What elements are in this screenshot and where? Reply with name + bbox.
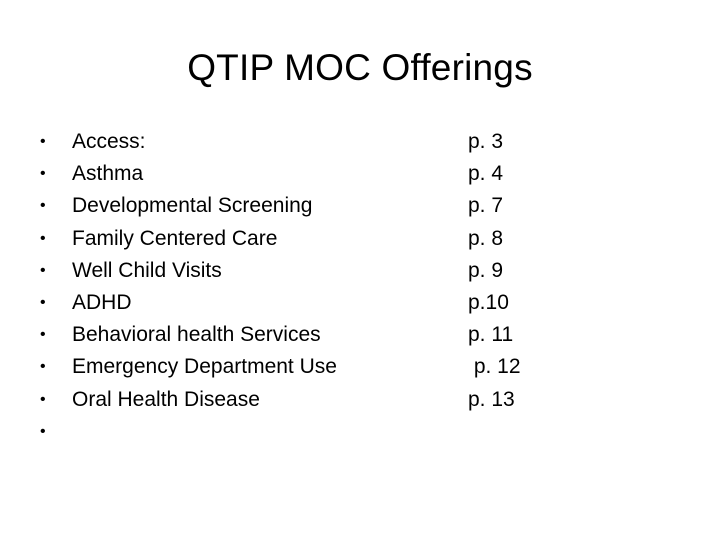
page-number: p.10 [468, 290, 509, 314]
bullet-icon: • [40, 358, 46, 376]
bullet-icon: • [40, 165, 46, 183]
item-label: Behavioral health Services [72, 323, 321, 347]
slide-title: QTIP MOC Offerings [187, 47, 533, 88]
page-number: p. 7 [468, 194, 504, 218]
item-label: Developmental Screening [72, 194, 313, 218]
list-item [40, 384, 420, 416]
offerings-list [40, 126, 420, 448]
list-item [40, 158, 420, 190]
list-item [40, 126, 420, 158]
item-label: Asthma [72, 162, 144, 186]
item-label: Well Child Visits [72, 258, 222, 282]
page-number: p. 8 [468, 226, 504, 250]
list-item [40, 319, 420, 351]
item-label: Oral Health Disease [72, 387, 260, 411]
bullet-icon: • [40, 261, 46, 279]
item-label: Access: [72, 130, 146, 153]
bullet-icon: • [40, 293, 46, 311]
bullet-icon: • [40, 133, 46, 150]
bullet-icon: • [40, 197, 46, 215]
item-label: ADHD [72, 290, 132, 314]
list-item [40, 190, 420, 222]
bullet-icon: • [40, 390, 46, 408]
page-number: p. 9 [468, 258, 504, 282]
bullet-icon: • [40, 326, 46, 344]
page-number: p. 4 [468, 162, 504, 186]
list-item [40, 351, 420, 383]
list-item [40, 223, 420, 255]
list-item [40, 287, 420, 319]
page-number: p. 13 [468, 387, 515, 411]
page-number: p. 12 [468, 355, 521, 379]
page-number: p. 3 [468, 130, 504, 153]
bullet-icon: • [40, 422, 46, 440]
page-number: p. 11 [468, 323, 514, 347]
item-label: Emergency Department Use [72, 355, 337, 379]
list-item [40, 416, 420, 448]
bullet-icon: • [40, 229, 46, 247]
page-numbers-list [468, 126, 588, 416]
item-label: Family Centered Care [72, 226, 278, 250]
list-item [40, 255, 420, 287]
